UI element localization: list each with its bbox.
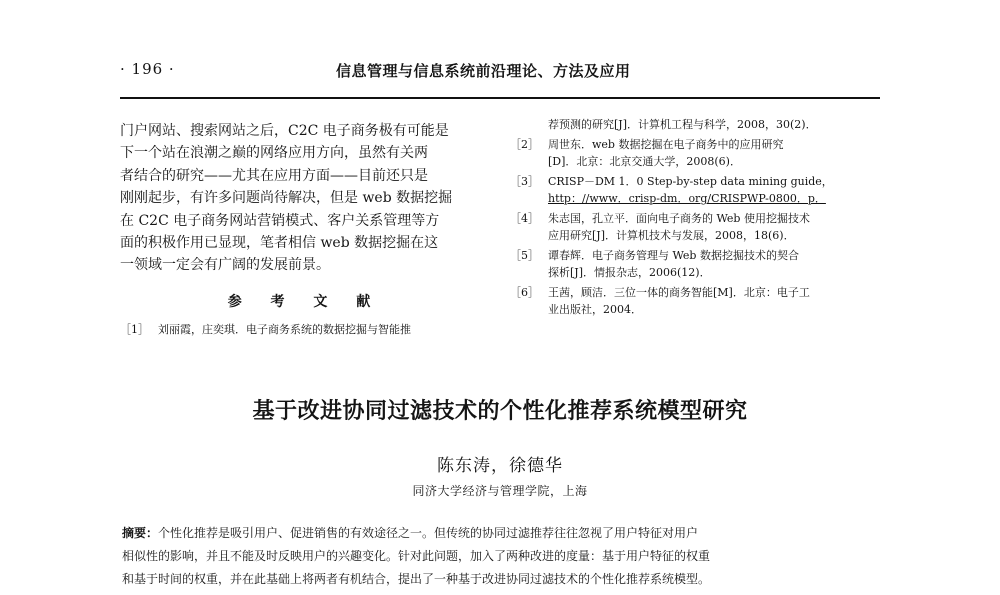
body-text-line-6: 面的积极作用已显现，笔者相信 web 数据挖掘在这: [120, 235, 439, 252]
reference-text: [548, 136, 870, 170]
abstract-line-3: 和基于时间的权重，并在此基础上将两者有机结合，提出了一种基于改进协同过滤技术的个性化推荐系统模型。: [122, 572, 711, 586]
reference-line: 朱志国，孔立平．面向电子商务的 Web 使用挖掘技术: [548, 212, 810, 225]
reference-line: 应用研究[J]．计算机技术与发展，2008，18(6)．: [548, 229, 795, 242]
reference-item-6: [510, 284, 870, 318]
reference-item-3: [510, 173, 870, 207]
header-rule: [120, 97, 880, 99]
reference-line: 王茜，顾洁．三位一体的商务智能[M]．北京：电子工: [548, 286, 810, 299]
abstract-text: 个性化推荐是吸引用户、促进销售的有效途径之一。但传统的协同过滤推荐往往忽视了用户特征对用户: [158, 526, 699, 540]
author-affiliation: 同济大学经济与管理学院，上海: [412, 484, 588, 498]
reference-number: ［1］: [120, 322, 149, 336]
reference-number: ［5］: [510, 249, 539, 262]
reference-url: http：//www．crisp-dm．org/CRISPWP-0800．p．: [548, 192, 826, 205]
left-column: [120, 120, 480, 338]
abstract-line-1: [122, 522, 882, 545]
references-heading: 参 考 文 献: [227, 293, 383, 310]
abstract-label: 摘要：: [122, 526, 159, 540]
reference-line: 业出版社，2004．: [548, 303, 642, 316]
abstract-line-2: 相似性的影响，并且不能及时反映用户的兴趣变化。针对此问题，加入了两种改进的度量：基于用户特征的权重: [122, 549, 711, 563]
reference-line: [D]．北京：北京交通大学，2008(6)．: [548, 155, 741, 168]
page-number: · 196 ·: [120, 60, 175, 78]
reference-number: ［2］: [510, 138, 539, 151]
reference-line: 探析[J]．情报杂志，2006(12)．: [548, 266, 711, 279]
reference-text: [548, 210, 870, 244]
body-text-line-3: 者结合的研究——尤其在应用方面——目前还只是: [120, 167, 428, 184]
reference-number: ［6］: [510, 286, 539, 299]
reference-text: [548, 284, 870, 318]
article-title: 基于改进协同过滤技术的个性化推荐系统模型研究: [252, 398, 748, 424]
reference-item-2: [510, 136, 870, 170]
reference-line: CRISP－DM 1．0 Step-by-step data mining guide，: [548, 175, 833, 188]
reference-item-5: [510, 247, 870, 281]
body-text-line-4: 刚刚起步，有许多问题尚待解决，但是 web 数据挖掘: [120, 190, 453, 207]
article-authors: 陈东涛，徐德华: [437, 456, 563, 476]
reference-number: ［3］: [510, 175, 539, 188]
body-text-line-5: 在 C2C 电子商务网站营销模式、客户关系管理等方: [120, 212, 440, 229]
abstract: [122, 522, 882, 591]
reference-number: ［4］: [510, 212, 539, 225]
reference-text: [158, 321, 480, 338]
reference-1-continued: 荐预测的研究[J]．计算机工程与科学，2008，30(2)．: [548, 118, 817, 131]
body-text-line-2: 下一个站在浪潮之巅的网络应用方向，虽然有关两: [120, 145, 428, 162]
reference-item-4: [510, 210, 870, 244]
reference-item-1: [120, 321, 480, 338]
reference-line: 刘丽霞，庄奕琪．电子商务系统的数据挖掘与智能推: [158, 322, 411, 336]
running-title: 信息管理与信息系统前沿理论、方法及应用: [336, 62, 631, 80]
reference-text: [548, 247, 870, 281]
reference-line: 周世东．web 数据挖掘在电子商务中的应用研究: [548, 138, 784, 151]
body-text-line-1: 门户网站、搜索网站之后，C2C 电子商务极有可能是: [120, 123, 449, 139]
body-text-line-7: 一领域一定会有广阔的发展前景。: [120, 257, 330, 274]
reference-text: [548, 173, 870, 207]
reference-line: 谭春辉．电子商务管理与 Web 数据挖掘技术的契合: [548, 249, 799, 262]
right-column: [510, 116, 870, 321]
